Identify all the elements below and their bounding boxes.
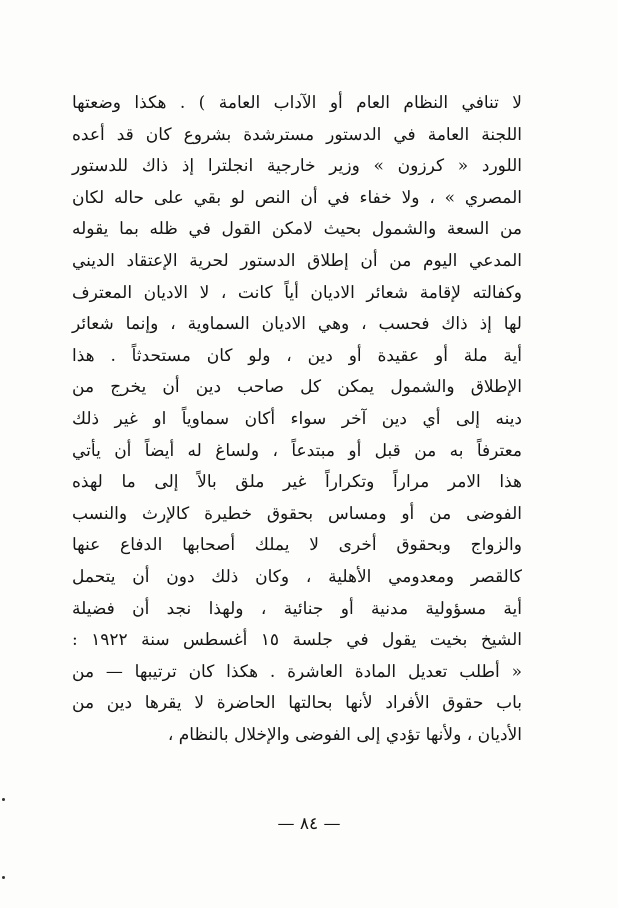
text-line: الشيخ بخيت يقول في جلسة ١٥ أغسطس سنة ١٩٢٢ : (72, 630, 522, 651)
text-line: باب حقوق الأفراد لأنها بحالتها الحاضرة لا يقرها دين من (72, 693, 522, 714)
text-line: « أطلب تعديل المادة العاشرة . هكذا كان ترتيبها — من (72, 661, 522, 682)
text-line: لها إذ ذاك فحسب ، وهي الاديان السماوية ، وإنما شعائر (72, 314, 522, 335)
body-text (72, 88, 522, 751)
text-line: اللورد « كرزون » وزير خارجية انجلترا إذ ذاك للدستور (72, 156, 522, 177)
text-line: من السعة والشمول بحيث لامكن القول في ظله بما يقوله (72, 219, 522, 240)
text-line: الفوضى من أو ومساس بحقوق خطيرة كالإرث والنسب (72, 503, 522, 524)
text-line: لا تنافي النظام العام أو الآداب العامة ) . هكذا وضعتها (72, 93, 522, 113)
text-line: دينه إلى أي دين آخر سواء أكان سماوياً او غير ذلك (72, 408, 522, 429)
text-line: اللجنة العامة في الدستور مسترشدة بشروع كان قد أعده (72, 124, 522, 145)
scan-speck (2, 798, 5, 801)
text-line: أية مسؤولية مدنية أو جنائية ، ولهذا نجد أن فضيلة (72, 598, 522, 619)
text-line: والزواج وبحقوق أخرى لا يملك أصحابها الدفاع عنها (72, 535, 522, 556)
scan-speck (2, 876, 5, 879)
text-line: الأديان ، ولأنها تؤدي إلى الفوضى والإخلال بالنظام ، (167, 724, 522, 745)
text-line: كالقصر ومعدومي الأهلية ، وكان ذلك دون أن يتحمل (72, 566, 522, 587)
text-line: المصري » ، ولا خفاء في أن النص لو بقي على حاله لكان (72, 187, 522, 208)
text-line: هذا الامر مراراً وتكراراً غير ملق بالاً إلى ما لهذه (72, 472, 522, 493)
text-line: الإطلاق والشمول يمكن كل صاحب دين أن يخرج من (72, 377, 522, 398)
text-line: معترفاً به من قبل أو مبتدعاً ، ولساغ له أيضاً أن يأتي (72, 440, 522, 461)
text-line: المدعي اليوم من أن إطلاق الدستور لحرية الإعتقاد الديني (72, 250, 522, 271)
text-line: أية ملة أو عقيدة أو دين ، ولو كان مستحدثاً . هذا (72, 345, 522, 366)
page-number: — ٨٤ — (277, 814, 341, 834)
text-line: وكفالته لإقامة شعائر الاديان أياً كانت ، لا الاديان المعترف (72, 282, 522, 303)
